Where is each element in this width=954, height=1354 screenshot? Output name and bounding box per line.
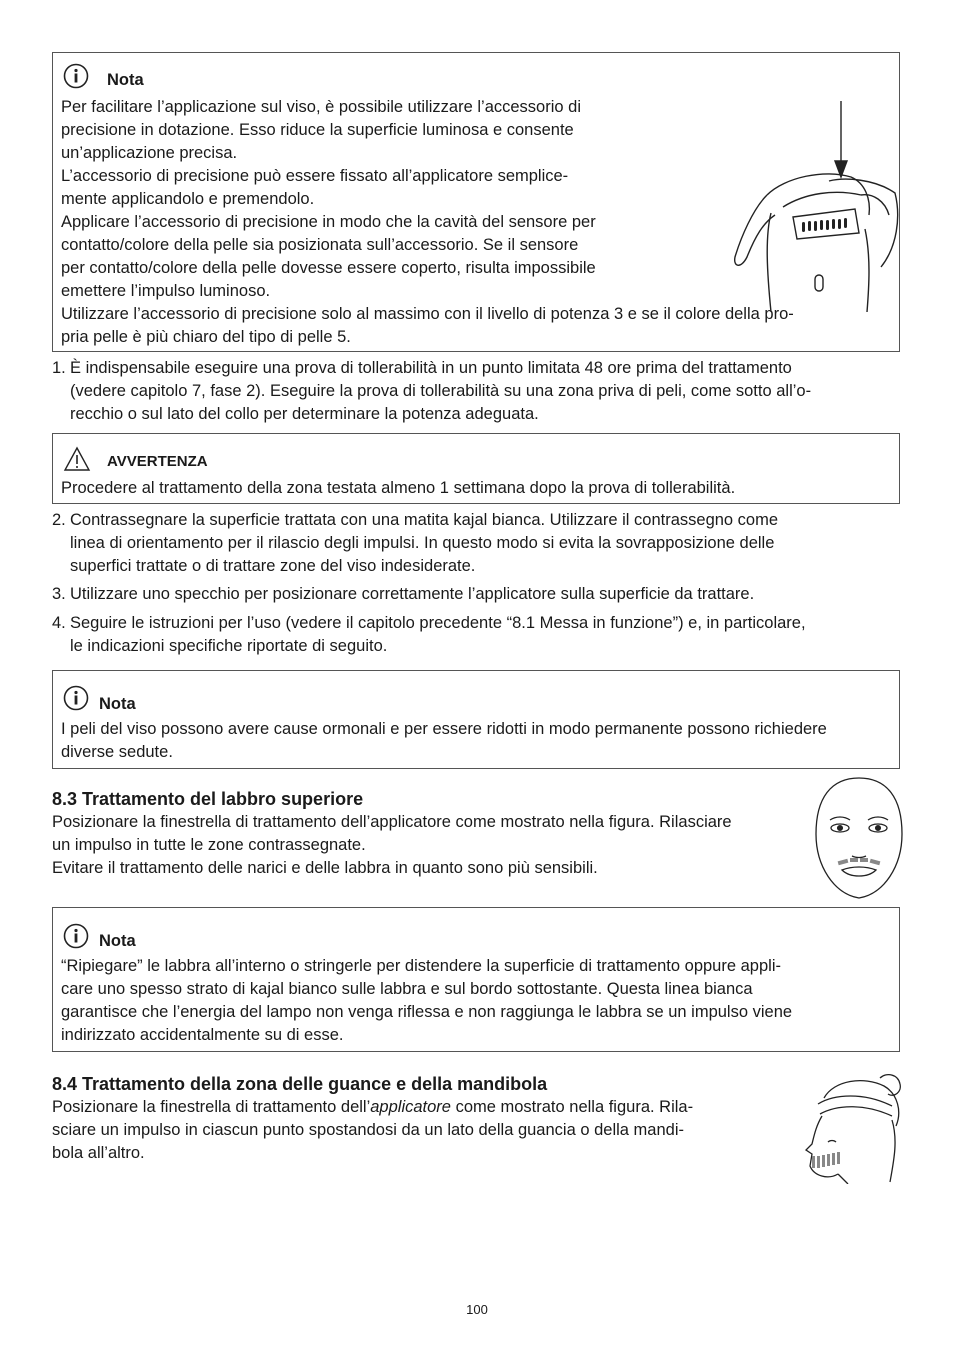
section-text-8-3: Posizionare la finestrella di trattamento dell’applicatore come mostrato nella figura. Rilasciare un impulso in tutte le zone contrassegnate. Evitare il trattamento delle narici e delle labbra in quanto sono più sensibili.: [52, 813, 732, 877]
note-box-lips: [52, 907, 900, 1052]
note-text: Per facilitare l’applicazione sul viso, è possibile utilizzare l’accessorio di precisione in dotazione. Esso riduce la superficie luminosa e consente un’applicazione precisa. L’accessorio di precisione può essere fissato all’applicatore semplice- mente applicandolo e premendolo. Applicare l’accessorio di precisione in modo che la cavità del sensore per contatto/colore della pelle sia posizionata sull’accessorio. Se il sensore per contatto/colore della pelle dovesse essere coperto, risulta impossibile emettere l’impulso luminoso. Utilizzare l’accessorio di precisione solo al massimo con il livello di potenza 3 e se il colore della pro- pria pelle è più chiaro del tipo di pelle 5.: [61, 98, 794, 346]
step-1: [52, 357, 902, 426]
note-title: Nota: [99, 695, 136, 713]
step-4: [52, 612, 902, 658]
page-number: 100: [466, 1302, 488, 1317]
step-text: Seguire le istruzioni per l’uso (vedere il capitolo precedente “8.1 Messa in funzione”) e, in particolare, le indicazioni specifiche riportate di seguito.: [70, 614, 806, 655]
step-text: È indispensabile eseguire una prova di tollerabilità in un punto limitata 48 ore prima del trattamento (vedere capitolo 7, fase 2). Eseguire la prova di tollerabilità su una zona priva di peli, come sotto all’o- recchio o sul lato del collo per determinare la potenza adeguata.: [70, 359, 812, 423]
section-text-8-4: Posizionare la finestrella di trattamento dell’applicatore come mostrato nella figura. Rila- sciare un impulso in ciascun punto spostandosi da un lato della guancia o della mandi- bola all’altro.: [52, 1098, 694, 1162]
face-upper-lip-illustration: [812, 776, 906, 902]
note-box-precision: [52, 52, 900, 352]
section-heading-8-4: 8.4 Trattamento della zona delle guance e della mandibola: [52, 1074, 548, 1094]
step-number: 2.: [52, 511, 66, 529]
step-number: 4.: [52, 614, 66, 632]
step-text: Contrassegnare la superficie trattata con una matita kajal bianca. Utilizzare il contrassegno come linea di orientamento per il rilascio degli impulsi. In questo modo si evita la sovrapposizione delle superfici trattate o di trattare zone del viso indesiderate.: [70, 511, 779, 575]
note-title: Nota: [107, 71, 144, 89]
warning-text: Procedere al trattamento della zona testata almeno 1 settimana dopo la prova di tollerabilità.: [61, 479, 736, 497]
cheek-jaw-illustration: [794, 1070, 904, 1184]
warning-triangle-icon: [63, 446, 91, 472]
precision-accessory-illustration: [675, 97, 901, 317]
step-text: Utilizzare uno specchio per posizionare correttamente l’applicatore sulla superficie da trattare.: [70, 585, 755, 603]
step-2: [52, 509, 902, 578]
info-icon: [63, 923, 89, 949]
note-text: “Ripiegare” le labbra all’interno o stringerle per distendere la superficie di trattamento oppure appli- care uno spesso strato di kajal bianco sulle labbra e sul bordo sottostante. Questa linea bianca garantisce che l’energia del lampo non venga riflessa e non raggiunga le labbra se un impulso viene indirizzato accidentalmente su di esse.: [61, 957, 793, 1044]
step-number: 3.: [52, 585, 66, 603]
note-title: Nota: [99, 932, 136, 950]
step-number: 1.: [52, 359, 66, 377]
info-icon: [63, 63, 89, 89]
note-box-facial-hair: [52, 670, 900, 769]
warning-box: [52, 433, 900, 504]
section-heading-8-3: 8.3 Trattamento del labbro superiore: [52, 789, 364, 809]
step-3: [52, 583, 902, 606]
info-icon: [63, 685, 89, 711]
note-text: I peli del viso possono avere cause ormonali e per essere ridotti in modo permanente possono richiedere diverse sedute.: [61, 720, 827, 761]
warning-title: AVVERTENZA: [107, 453, 208, 470]
